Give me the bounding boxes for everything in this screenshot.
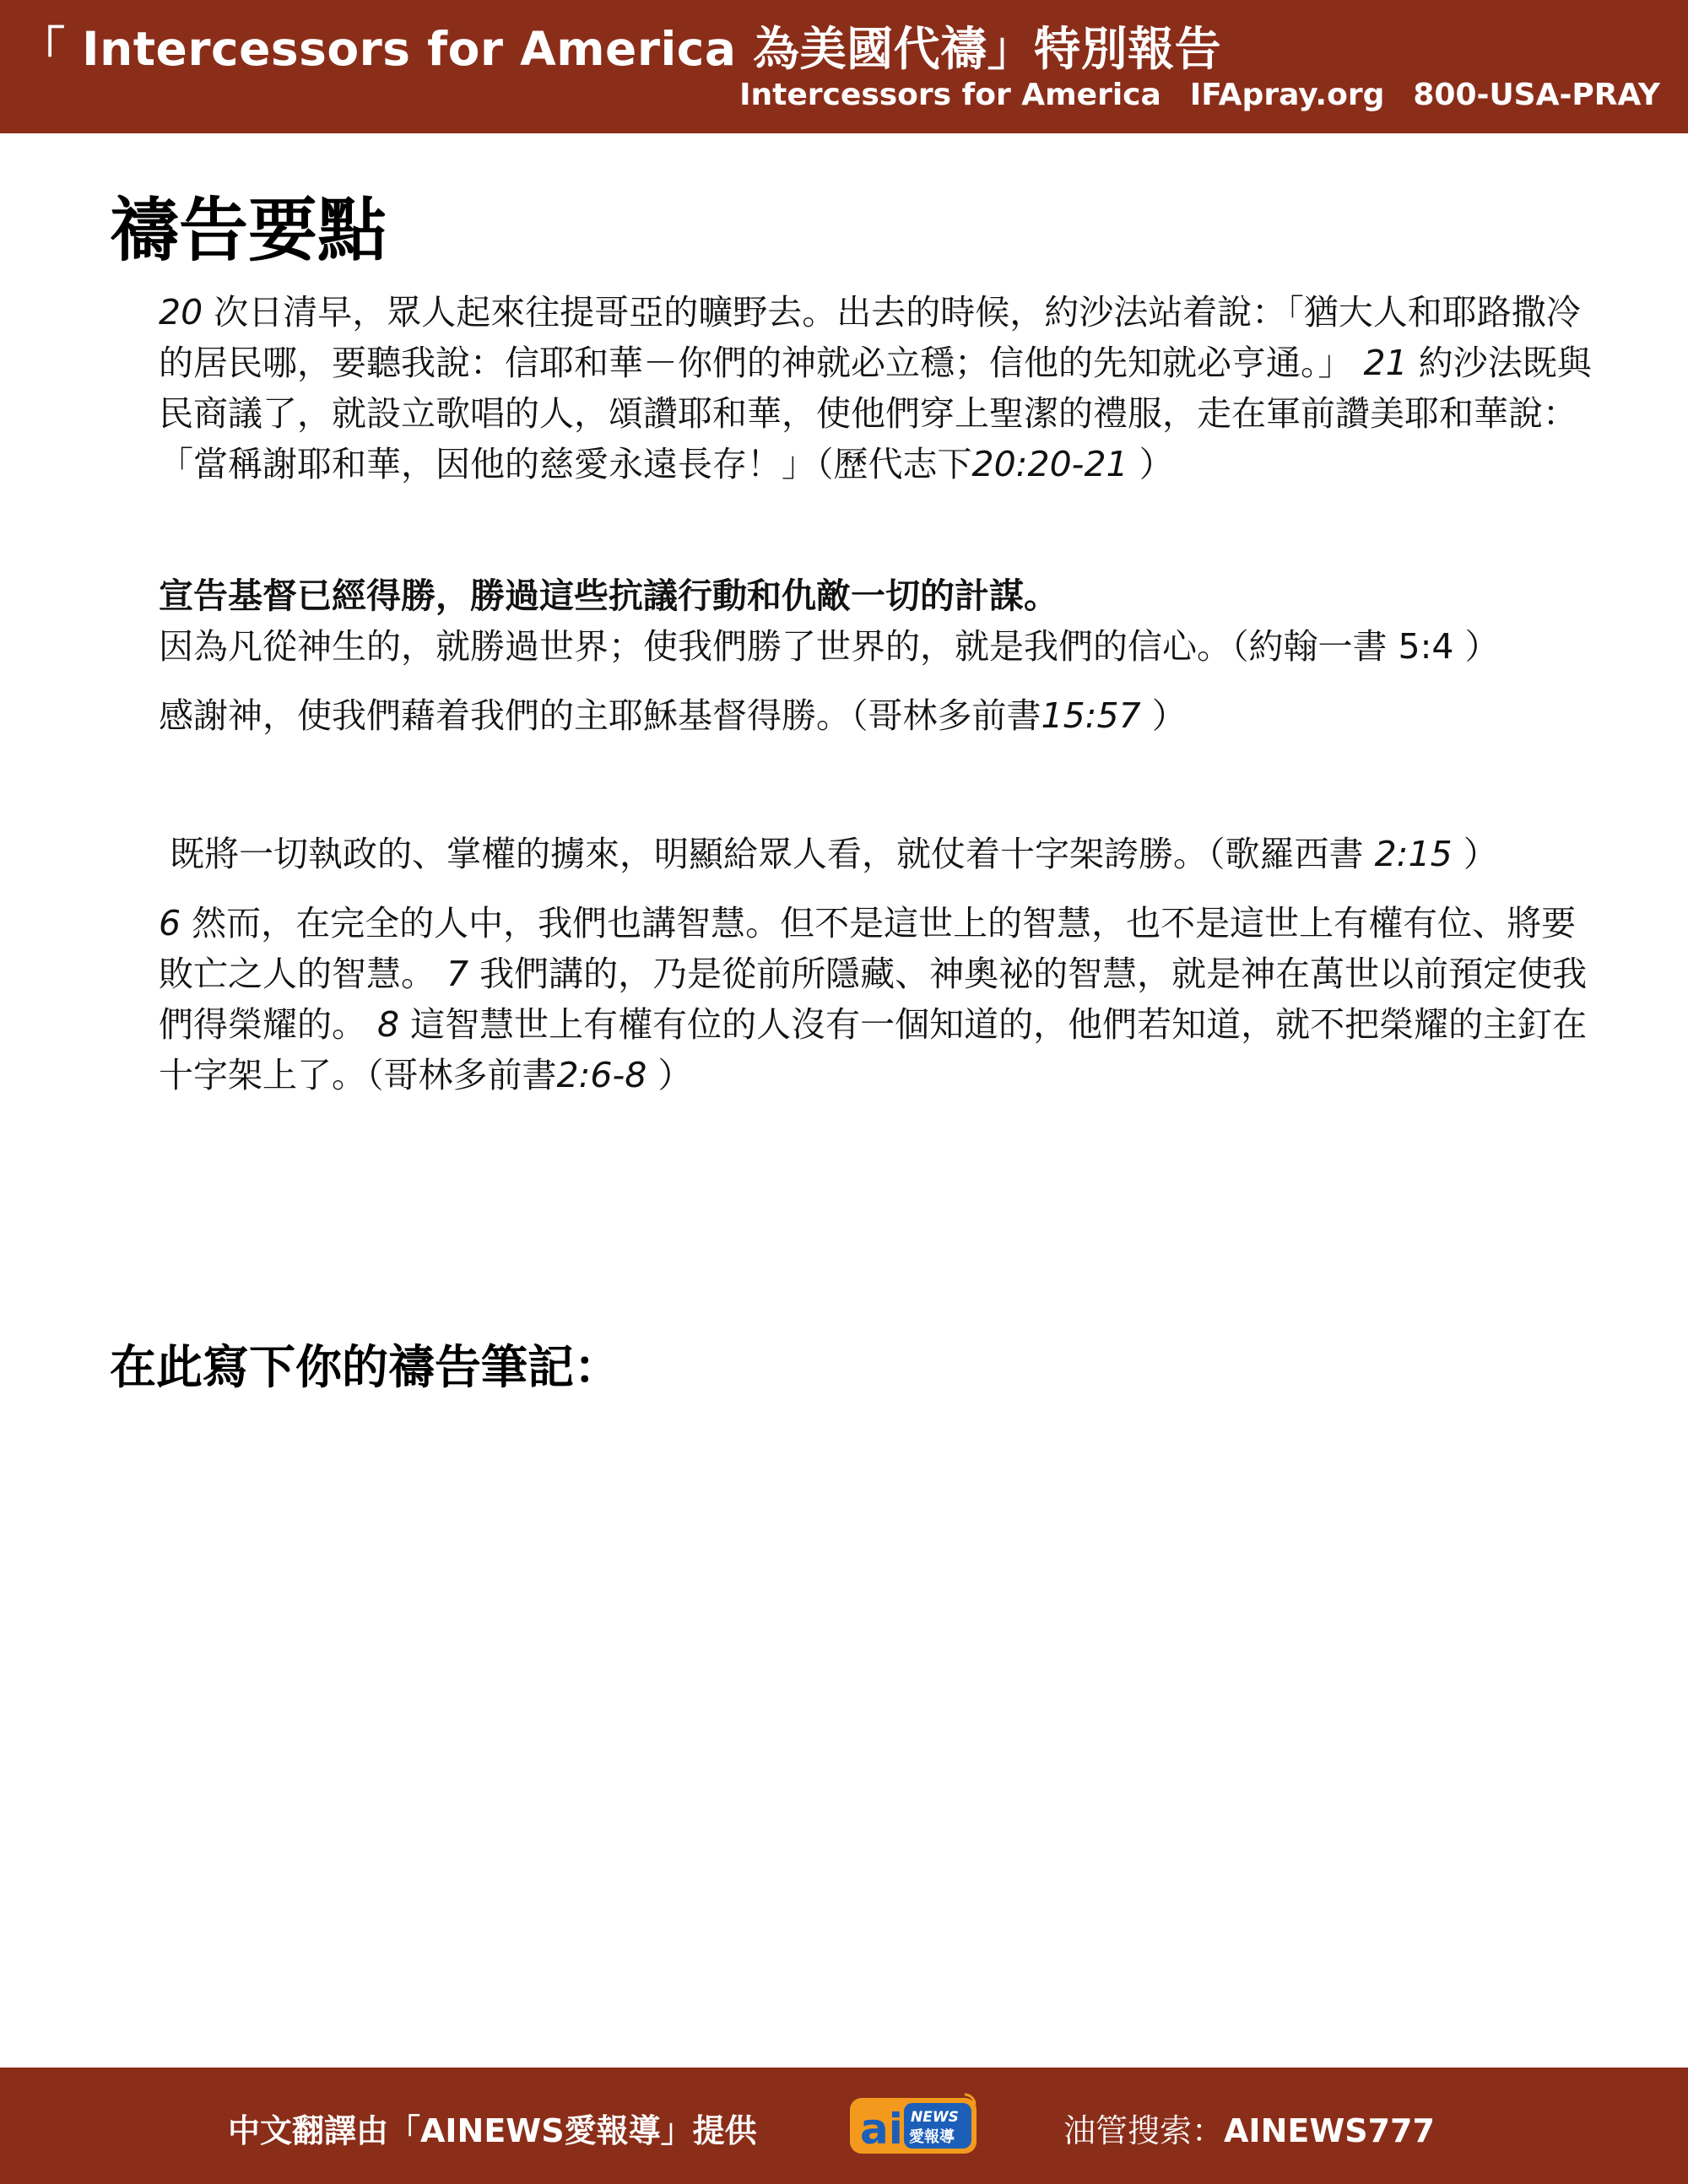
verse-number: 6 bbox=[159, 903, 181, 943]
verse-number: 20 bbox=[159, 292, 203, 332]
footer-banner bbox=[0, 2068, 1688, 2184]
notes-heading: 在此寫下你的禱告筆記： bbox=[110, 1340, 621, 1394]
verse-text: 約沙法既與民商議了，就設立歌唱的人，頌讚耶和華，使他們穿上聖潔的禮服，走在軍前讚美耶和華說：「當稱謝耶和華，因他的慈愛永遠長存！」（歷代志下 bbox=[159, 343, 1592, 484]
logo-news-text: NEWS bbox=[911, 2109, 959, 2126]
logo-ai-text: ai bbox=[860, 2105, 903, 2154]
verse-text: 然而，在完全的人中，我們也講智慧。但不是這世上的智慧，也不是這世上有權有位、將要敗亡之人的智慧。 bbox=[159, 903, 1577, 994]
report-title: 「 Intercessors for America 為美國代禱」特別報告 bbox=[19, 22, 1222, 76]
verse-text: 我們講的，乃是從前所隱藏、神奧祕的智慧，就是神在萬世以前預定使我們得榮耀的。 bbox=[159, 954, 1588, 1045]
scripture-paragraph bbox=[159, 690, 1593, 741]
verse-text: 次日清早，眾人起來往提哥亞的曠野去。出去的時候，約沙法站着說：「猶大人和耶路撒冷的居民哪，要聽我說：信耶和華－你們的神就必立穩；信他的先知就必亨通。」 bbox=[159, 292, 1581, 383]
verse-number: 8 bbox=[377, 1004, 400, 1045]
header-links bbox=[711, 78, 1660, 112]
declaration-heading: 宣告基督已經得勝，勝過這些抗議行動和仇敵一切的計謀。 bbox=[159, 576, 1058, 616]
verse-number: 7 bbox=[446, 954, 469, 994]
reference-close: ） bbox=[647, 1055, 693, 1095]
logo-name-text: 愛報導 bbox=[909, 2128, 955, 2146]
website-link[interactable]: IFApray.org bbox=[1189, 78, 1385, 112]
scripture-reference: 2:15 bbox=[1374, 834, 1453, 874]
prayer-points bbox=[159, 287, 1593, 1100]
scripture-paragraph bbox=[159, 287, 1593, 489]
header-banner bbox=[0, 0, 1688, 133]
reference-close: ） bbox=[1452, 834, 1498, 874]
reference-close: ） bbox=[1140, 695, 1187, 736]
scripture-paragraph bbox=[159, 829, 1593, 879]
verse-number: 21 bbox=[1363, 343, 1408, 383]
translation-credit: 中文翻譯由「AINEWS愛報導」提供 bbox=[228, 2112, 757, 2149]
scripture-reference: 20:20-21 bbox=[971, 444, 1128, 484]
ainews-logo[interactable] bbox=[847, 2091, 982, 2159]
youtube-search bbox=[1063, 2105, 1435, 2151]
phone-number[interactable]: 800-USA-PRAY bbox=[1413, 78, 1660, 112]
verse-text: 這智慧世上有權有位的人沒有一個知道的，他們若知道，就不把榮耀的主釘在十字架上了。（哥林多前書 bbox=[159, 1004, 1588, 1095]
reference-close: ） bbox=[1128, 444, 1174, 484]
scripture-paragraph bbox=[159, 898, 1593, 1100]
scripture-paragraph: 因為凡從神生的，就勝過世界；使我們勝了世界的，就是我們的信心。（約翰一書 5:4 ） bbox=[159, 626, 1500, 667]
verse-text: 既將一切執政的、掌權的擄來，明顯給眾人看，就仗着十字架誇勝。（歌羅西書 bbox=[159, 834, 1375, 874]
search-label: 油管搜索： bbox=[1063, 2112, 1225, 2149]
search-term[interactable]: AINEWS777 bbox=[1224, 2112, 1435, 2149]
page-title: 禱告要點 bbox=[110, 191, 387, 271]
scripture-reference: 15:57 bbox=[1041, 695, 1141, 736]
org-name: Intercessors for America bbox=[739, 78, 1161, 112]
verse-text: 感謝神，使我們藉着我們的主耶穌基督得勝。（哥林多前書 bbox=[159, 695, 1041, 736]
scripture-reference: 2:6-8 bbox=[556, 1055, 647, 1095]
